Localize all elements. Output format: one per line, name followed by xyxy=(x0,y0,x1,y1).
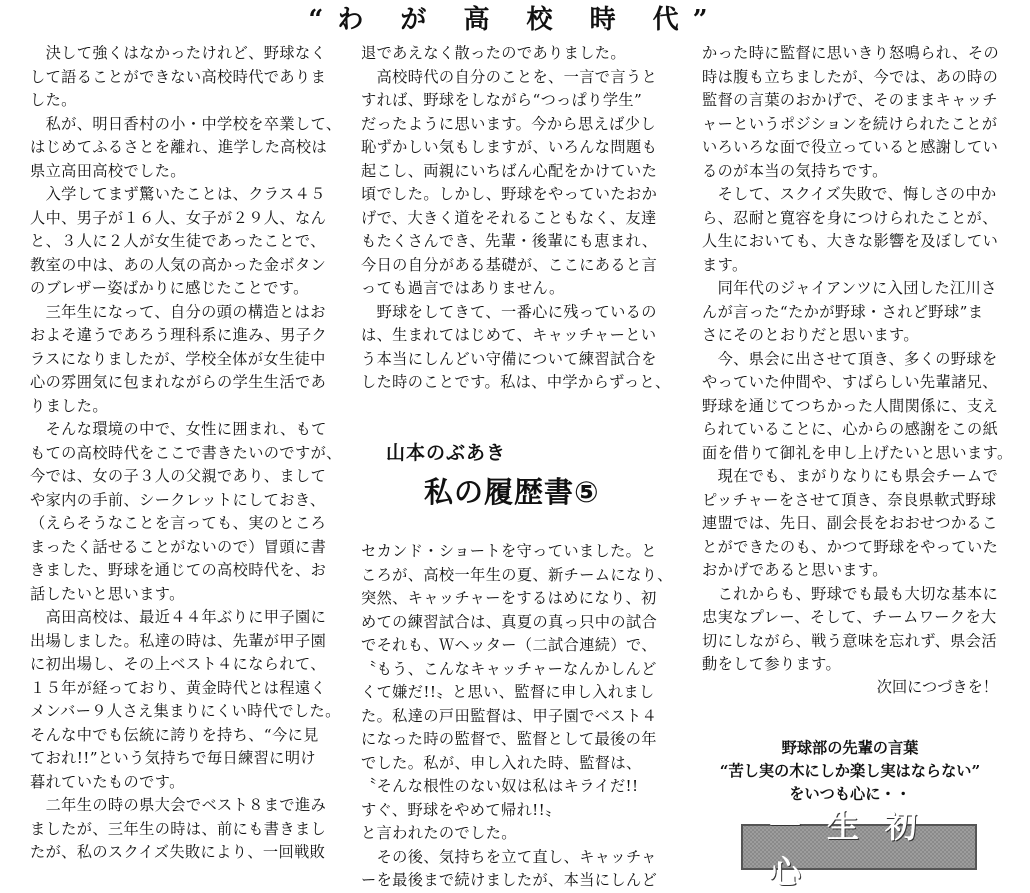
text-line: いろいろな面で役立っていると感謝してい xyxy=(702,138,999,156)
text-line: 連盟では、先日、副会長をおおせつかるこ xyxy=(702,514,998,532)
text-line: 切にしながら、戦う意味を忘れず、県会活 xyxy=(702,631,997,650)
text-line: んが言った“たかが野球・されど野球”ま xyxy=(702,302,984,321)
text-line: 人生においても、大きな影響を及ぼしてい xyxy=(702,232,999,250)
text-line: ャーというポジションを続けられたことが xyxy=(702,114,998,133)
text-line: 野球をしてきて、一番心に残っているの xyxy=(361,302,657,321)
text-line: その後、気持ちを立て直し、キャッチャ xyxy=(361,847,657,866)
text-line: 今では、女の子３人の父親であり、まして xyxy=(30,467,327,485)
text-line: 監督の言葉のおかげで、そのままキャッチ xyxy=(702,91,998,109)
author-byline: 山本のぶあき xyxy=(386,442,507,464)
text-line: かった時に監督に思いきり怒鳴られ、その xyxy=(702,44,1000,62)
text-line: ましたが、三年生の時は、前にも書きまし xyxy=(30,819,327,838)
text-line: めての練習試合は、真夏の真っ只中の試合 xyxy=(361,612,658,631)
motto-seal-banner xyxy=(741,807,977,891)
text-line: 忠実なプレー、そして、チームワークを大 xyxy=(702,608,997,626)
text-line: そんな中でも伝統に誇りを持ち、“今に見 xyxy=(30,725,319,744)
text-line: 今、県会に出させて頂き、多くの野球を xyxy=(702,349,998,368)
text-line: ーを最後まで続けましたが、本当にしんど xyxy=(361,871,658,889)
text-line: さにそのとおりだと思います。 xyxy=(702,326,920,344)
text-line: １５年が経っており、黄金時代とは程遠く xyxy=(30,678,327,697)
text-line: う本当にしんどい守備について練習試合を xyxy=(361,349,657,368)
text-line: 暮れていたものです。 xyxy=(30,772,185,791)
article-title: “わ が 高 校 時 代” xyxy=(308,5,722,35)
text-line: もたくさんでき、先輩・後輩にも恵まれ、 xyxy=(361,232,658,250)
text-line: 人中、男子が１６人、女子が２９人、なん xyxy=(30,208,327,227)
text-line: ラスになりましたが、学校全体が女生徒中 xyxy=(30,349,326,368)
text-line: やっていた仲間や、すばらしい先輩諸兄、 xyxy=(702,373,998,391)
text-line: でした。私が、申し入れた時、監督は、 xyxy=(361,753,642,772)
text-line: られていることに、心からの感謝をこの紙 xyxy=(702,420,999,438)
text-line: 入学してまず驚いたことは、クラス４５ xyxy=(30,185,326,203)
text-line: して語ることができない高校時代でありま xyxy=(30,67,327,86)
text-line: るのが本当の気持ちです。 xyxy=(702,161,888,180)
text-line: おかげであると思います。 xyxy=(702,561,888,579)
text-line: りました。 xyxy=(30,396,108,415)
motto-line-1: 野球部の先輩の言葉 xyxy=(781,739,919,757)
text-line: ます。 xyxy=(702,255,748,274)
text-line: や家内の手前、シークレットにしておき、 xyxy=(30,490,326,509)
column-3 xyxy=(702,42,1012,677)
text-line: のブレザー姿ばかりに感じたことです。 xyxy=(30,279,309,297)
text-line: 頃でした。しかし、野球をやっていたおか xyxy=(361,185,658,203)
text-line: 面を借りて御礼を申し上げたいと思います。 xyxy=(702,443,1013,462)
text-line: っても過言ではありません。 xyxy=(361,279,565,297)
text-line: メンバー９人さえ集まりにくい時代でした。 xyxy=(30,702,341,720)
text-line: 心の雰囲気に包まれながらの学生生活であ xyxy=(30,373,327,391)
text-line: 二年生の時の県大会でベスト８まで進み xyxy=(30,796,327,814)
text-line: 恥ずかしい気もしますが、いろんな問題も xyxy=(361,138,658,156)
text-line: 時は腹も立ちましたが、今では、あの時の xyxy=(702,67,999,86)
text-line: きました、野球を通じての高校時代を、お xyxy=(30,561,327,579)
text-line: 〝もう、こんなキャッチャーなんかしんど xyxy=(361,659,657,678)
text-line: 出場しました。私達の時は、先輩が甲子園 xyxy=(30,631,327,650)
text-line: げで、大きく道をそれることもなく、友達 xyxy=(361,208,657,227)
text-line: 高校時代の自分のことを、一言で言うと xyxy=(361,67,658,86)
text-line: と言われたのでした。 xyxy=(361,824,517,842)
text-line: だったように思います。今から思えば少し xyxy=(361,114,656,133)
text-line: 退であえなく散ったのでありました。 xyxy=(361,44,626,62)
text-line: およそ違うであろう理科系に進み、男子ク xyxy=(30,326,328,344)
motto-box xyxy=(702,737,998,806)
text-line: 高田高校は、最近４４年ぶりに甲子園に xyxy=(30,608,327,626)
text-line: ら、忍耐と寛容を身につけられたことが、 xyxy=(702,208,998,227)
text-line: すぐ、野球をやめて帰れ!!〟 xyxy=(361,800,561,819)
text-line: と、３人に２人が女生徒であったことで、 xyxy=(30,232,326,250)
text-line: 決して強くはなかったけれど、野球なく xyxy=(30,44,327,62)
text-line: 動をして参ります。 xyxy=(702,655,842,673)
text-line: した。 xyxy=(30,91,77,109)
column-2-top xyxy=(361,42,679,395)
text-line: そんな環境の中で、女性に囲まれ、もて xyxy=(30,420,327,438)
text-line: とができたのも、かつて野球をやっていた xyxy=(702,537,999,556)
text-line: 〝そんな根性のない奴は私はキライだ!! xyxy=(361,777,639,795)
text-line: セカンド・ショートを守っていました。と xyxy=(361,542,657,560)
text-line: でそれも、Ｗヘッター（二試合連続）で、 xyxy=(361,636,657,654)
motto-line-3: をいつも心に・・ xyxy=(789,785,911,803)
text-line: 今日の自分がある基礎が、ここにあると言 xyxy=(361,255,658,274)
text-line: した時のことです。私は、中学からずっと、 xyxy=(361,373,671,391)
text-line: ておれ!!”という気持ちで毎日練習に明け xyxy=(30,749,317,767)
text-line: は、生まれてはじめて、キャッチャーとい xyxy=(361,326,657,344)
column-2-bottom xyxy=(361,540,679,893)
motto-line-2: “苦し実の木にしか楽し実はならない” xyxy=(719,762,981,780)
text-line: になった時の監督で、監督として最後の年 xyxy=(361,730,657,748)
text-line: もての高校時代をここで書きたいのですが、 xyxy=(30,443,342,462)
text-line: まったく話せることがないので）冒頭に書 xyxy=(30,537,327,556)
text-line: 三年生になって、自分の頭の構造とはお xyxy=(30,302,326,321)
text-line: 話したいと思います。 xyxy=(30,584,185,603)
text-line: 私が、明日香村の小・中学校を卒業して、 xyxy=(30,114,342,133)
text-line: はじめてふるさとを離れ、進学した高校は xyxy=(30,138,328,156)
text-line: くて嫌だ!!〟と思い、監督に申し入れまし xyxy=(361,683,655,701)
continued-note: 次回につづきを！ xyxy=(876,678,998,696)
text-line: （えらそうなことを言っても、実のところ xyxy=(30,514,327,532)
column-1 xyxy=(30,42,348,865)
text-line: た。私達の戸田監督は、甲子園でベスト４ xyxy=(361,706,658,725)
text-line: これからも、野球でも最も大切な基本に xyxy=(702,584,999,603)
text-line: 現在でも、まがりなりにも県会チームで xyxy=(702,467,999,485)
seal-text: 一生初心 xyxy=(769,807,944,891)
text-line: 野球を通じてつちかった人間関係に、支え xyxy=(702,396,999,415)
text-line: 起こし、両親にいちばん心配をかけていた xyxy=(361,161,658,180)
text-line: ころが、高校一年生の夏、新チームになり、 xyxy=(361,565,673,584)
text-line: そして、スクイズ失敗で、悔しさの中か xyxy=(702,185,997,203)
text-line: 県立高田高校でした。 xyxy=(30,161,186,180)
text-line: 突然、キャッチャーをするはめになり、初 xyxy=(361,589,657,607)
text-line: 教室の中は、あの人気の高かった金ボタン xyxy=(30,255,327,274)
text-line: すれば、野球をしながら“つっぱり学生” xyxy=(361,91,643,109)
text-line: に初出場し、その上ベスト４になられて、 xyxy=(30,655,326,673)
series-title: 私の履歴書⑤ xyxy=(424,475,600,509)
text-line: たが、私のスクイズ失敗により、一回戦敗 xyxy=(30,843,326,861)
text-line: 同年代のジャイアンツに入団した江川さ xyxy=(702,279,997,297)
text-line: ピッチャーをさせて頂き、奈良県軟式野球 xyxy=(702,490,997,509)
